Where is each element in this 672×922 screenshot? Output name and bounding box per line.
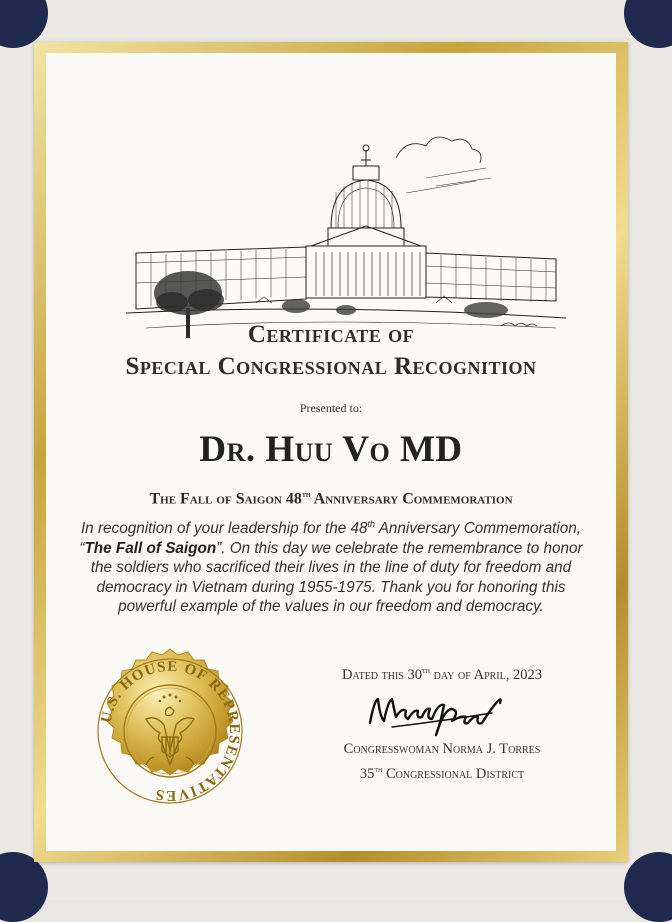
dated-line: [292, 665, 592, 684]
folder-corner: [624, 852, 672, 922]
dated-suffix: day of April, 2023: [430, 666, 542, 683]
district-number: 35: [359, 765, 375, 782]
event-title: [46, 489, 616, 508]
certificate-title-line1: Certificate of: [247, 321, 415, 348]
recognition-text-event-name: The Fall of Saigon: [84, 539, 217, 557]
folder-corner: [0, 0, 48, 48]
recognition-text-part1: In recognition of your leadership for the 48: [80, 520, 368, 538]
dated-prefix: Dated this 30: [342, 666, 422, 683]
dated-ordinal: th: [422, 665, 430, 675]
certificate-paper: [46, 53, 616, 851]
folder-corner: [624, 0, 672, 48]
event-title-suffix: Anniversary Commemoration: [310, 490, 513, 508]
presented-to-label: Presented to:: [299, 401, 363, 415]
folder-corner: [0, 852, 48, 922]
congressional-district: [292, 764, 592, 783]
certificate-frame: [34, 42, 628, 862]
certificate-title-line2: Special Congressional Recognition: [125, 353, 537, 380]
event-title-ordinal: th: [301, 489, 311, 499]
seal-lettering: U.S. HOUSE OF REPRESENTATIVES: [98, 658, 243, 804]
recognition-text-ordinal: th: [367, 519, 376, 529]
house-of-representatives-seal: [84, 645, 256, 817]
recipient-name: Dr. Huu Vo MD: [199, 429, 463, 470]
recognition-text: [74, 515, 588, 617]
event-title-prefix: The Fall of Saigon 48: [149, 490, 302, 508]
recognition-text-part2: Anniversary Commemoration, “: [79, 520, 582, 557]
recognition-text-part3: ”. On this day we celebrate the remembrance to honor the soldiers who sacrificed their lives in the line of duty for freedom and democracy in Vietnam during 1955-1975. Thank you for honoring this powerful example of the values in our freedom and democracy.: [90, 539, 583, 616]
handwritten-signature: [362, 683, 532, 738]
district-ordinal: th: [374, 764, 383, 774]
congresswoman-name: Congresswoman Norma J. Torres: [343, 741, 541, 757]
district-suffix: Congressional District: [382, 765, 525, 782]
capitol-building-illustration: [106, 88, 576, 338]
